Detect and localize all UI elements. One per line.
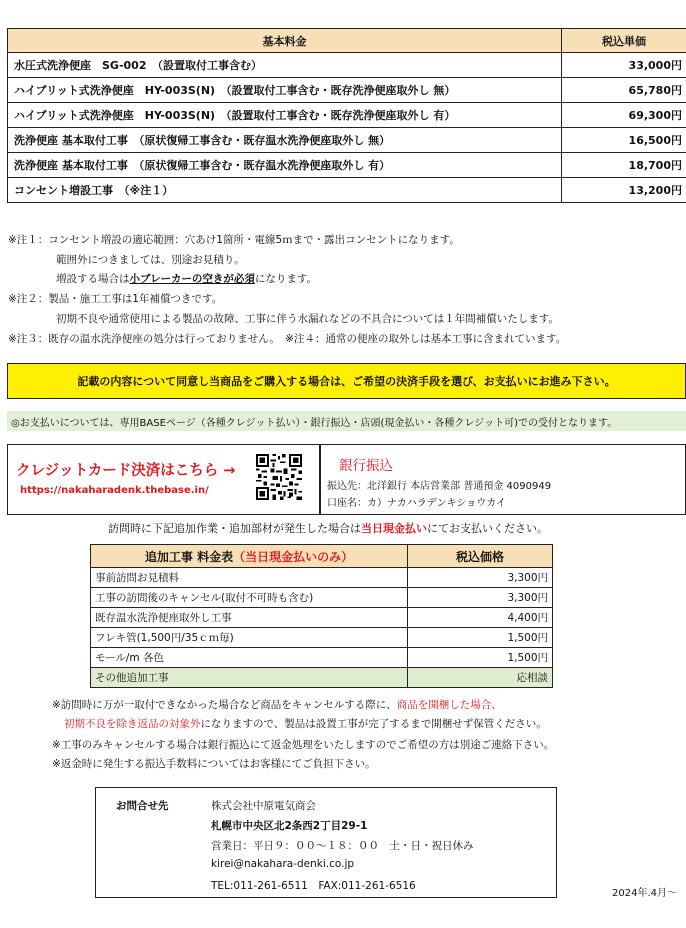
work-price: 応相談 (408, 668, 553, 688)
add-header-title (91, 545, 408, 568)
table-row (8, 78, 686, 103)
work-name: フレキ管(1,500円/35ｃｍ毎) (91, 628, 408, 648)
table-row (91, 648, 553, 668)
credit-url-link[interactable]: https://nakaharadenk.thebase.in/ (20, 485, 209, 496)
work-name: 既存温水洗浄便座取外し工事 (91, 608, 408, 628)
bank-transfer-title: 銀行振込 (339, 458, 393, 474)
item-name: 洗浄便座 基本取付工事 （原状復帰工事含む・既存温水洗浄便座取外し 有） (8, 153, 562, 178)
table-row (8, 153, 686, 178)
table-row (91, 628, 553, 648)
table-row (91, 568, 553, 588)
contact-email[interactable]: kirei@nakahara-denki.co.jp (211, 858, 355, 870)
table-row (91, 608, 553, 628)
effective-date: 2024年.4月～ (612, 888, 677, 899)
visit-note-text: 訪問時に下記追加作業・追加部材が発生した場合は (108, 522, 361, 535)
qr-code-icon[interactable] (256, 454, 302, 500)
additional-work-table (90, 544, 553, 688)
item-price: 33,000円 (562, 53, 686, 78)
work-price: 4,400円 (408, 608, 553, 628)
item-name: ハイブリット式洗浄便座 HY-003S(N) （設置取付工事含む・既存洗浄便座取外し 無） (8, 78, 562, 103)
visit-note-text: にてお支払いください。 (427, 522, 548, 535)
header-title-text: 追加工事 料金表 (144, 549, 234, 564)
warning-2: ※工事のみキャンセルする場合は銀行振込にて返金処理をいたしますのでご希望の方は別途ご連絡下さい。 (52, 739, 555, 751)
item-price: 69,300円 (562, 103, 686, 128)
add-table-header (91, 545, 553, 568)
company-name: 株式会社中原電気商会 (211, 800, 316, 812)
credit-card-link[interactable]: クレジットカード決済はこちら → (16, 463, 236, 479)
item-price: 65,780円 (562, 78, 686, 103)
header-price: 税込単価 (562, 29, 686, 53)
table-row (8, 53, 686, 78)
table-row (8, 103, 686, 128)
base-table-header (8, 29, 686, 53)
header-item: 基本料金 (8, 29, 562, 53)
work-name: その他追加工事 (91, 668, 408, 688)
work-name: 事前訪問お見積料 (91, 568, 408, 588)
agreement-banner (7, 363, 686, 399)
breaker-requirement: 小ブレーカーの空きが必須 (129, 273, 255, 286)
item-price: 18,700円 (562, 153, 686, 178)
item-name: 水圧式洗浄便座 SG-002 （設置取付工事含む） (8, 53, 562, 78)
note-1-breaker (8, 270, 684, 290)
note-text: 増設する場合は (56, 273, 130, 286)
work-price: 1,500円 (408, 628, 553, 648)
warning-text: になりますので、製品は設置工事が完了するまで開梱せず保管ください。 (200, 718, 547, 730)
work-price: 1,500円 (408, 648, 553, 668)
item-name: ハイブリット式洗浄便座 HY-003S(N) （設置取付工事含む・既存洗浄便座取外し 有） (8, 103, 562, 128)
payment-note: ◎お支払いについては、専用BASEページ（各種クレジット払い）・銀行振込・店頭(現金払い・各種クレジット可)での受付となります。 (7, 411, 686, 431)
bank-account: 振込先：北洋銀行 本店営業部 普通預金 4090949 (327, 481, 552, 492)
bank-account-name: 口座名：カ）ナカハラデンキショウカイ (327, 498, 506, 509)
warning-1 (52, 697, 502, 712)
item-name: 洗浄便座 基本取付工事 （原状復帰工事含む・既存温水洗浄便座取外し 無） (8, 128, 562, 153)
banner-text: 記載の内容について同意し当商品をご購入する場合は、ご希望の決済手段を選び、お支払いにお進み下さい。 (77, 375, 616, 388)
note-text: になります。 (254, 273, 318, 286)
note-3-4: ※注３：既存の温水洗浄便座の処分は行っておりません。 ※注４：通常の便座の取外しは基本工事に含まれています。 (8, 332, 567, 345)
note-1-detail: 範囲外につきましては、別途お見積り。 (56, 253, 245, 266)
contact-label: お問合せ先 (116, 800, 169, 812)
note-2: ※注２：製品・施工工事は1年補償つきです。 (8, 293, 223, 306)
work-name: 工事の訪問後のキャンセル(取付不可時も含む) (91, 588, 408, 608)
table-row (8, 128, 686, 153)
table-row (91, 588, 553, 608)
work-name: モール/m 各色 (91, 648, 408, 668)
note-2-detail: 初期不良や通常使用による製品の故障、工事に伴う水漏れなどの不具合については１年間補償いたします。 (56, 312, 559, 325)
cash-highlight: 当日現金払い (361, 522, 427, 535)
notes-section (8, 231, 684, 349)
divider (319, 444, 321, 515)
base-price-table (7, 28, 686, 203)
table-row (8, 178, 686, 203)
warning-1-cont (64, 716, 547, 731)
item-price: 13,200円 (562, 178, 686, 203)
business-hours: 営業日：平日９：００～１８：００ 土・日・祝日休み (211, 840, 474, 852)
contact-phone: TEL:011-261-6511 FAX:011-261-6516 (211, 880, 416, 892)
note-1: ※注１：コンセント増設の適応範囲：穴あけ1箇所・電線5ｍまで・露出コンセントになります。 (8, 234, 460, 246)
work-price: 3,300円 (408, 568, 553, 588)
work-price: 3,300円 (408, 588, 553, 608)
add-header-price: 税込価格 (408, 545, 553, 568)
warning-3: ※返金時に発生する振込手数料についてはお客様にてご負担下さい。 (52, 758, 376, 770)
warning-red-text: 初期不良を除き返品の対象外 (64, 718, 201, 730)
warning-red-text: 商品を開梱した場合、 (396, 699, 502, 711)
item-name: コンセント増設工事 （※注１） (8, 178, 562, 203)
visit-note (108, 520, 548, 536)
table-row (91, 668, 553, 688)
company-address: 札幌市中央区北2条西2丁目29-1 (211, 820, 368, 832)
item-price: 16,500円 (562, 128, 686, 153)
warning-text: ※訪問時に万が一取付できなかった場合など商品をキャンセルする際に、 (52, 699, 397, 711)
header-title-highlight: （当日現金払いのみ） (233, 549, 354, 564)
